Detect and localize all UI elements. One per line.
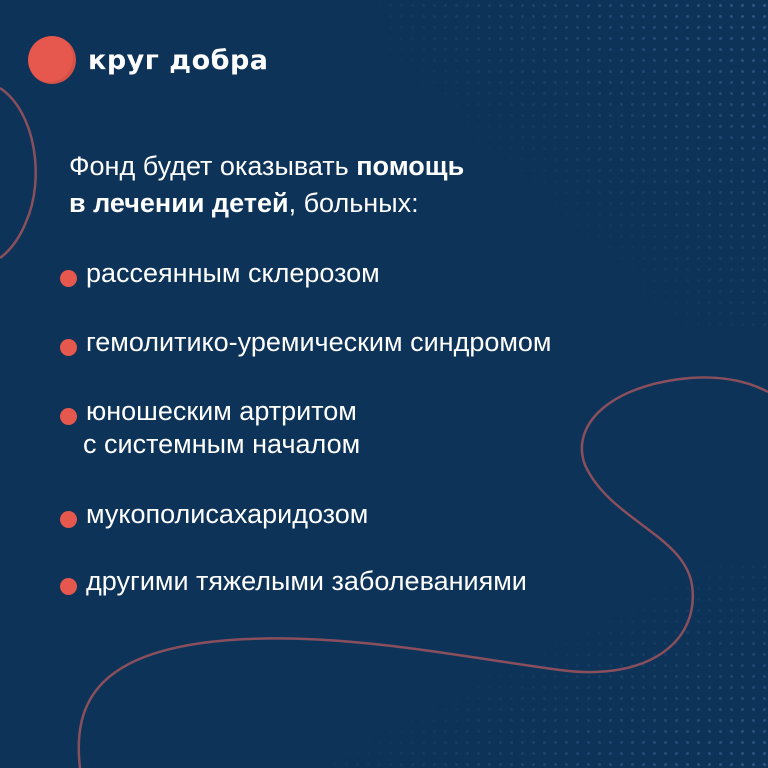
list-item-text: [83, 395, 361, 461]
list-item: [60, 395, 360, 461]
list-item-text: рассеянным склерозом: [86, 258, 380, 288]
bullet-dot-icon: [60, 270, 77, 287]
list-item-line-1: юношеским артритом: [86, 396, 357, 426]
list-item: [60, 257, 380, 290]
bullet-dot-icon: [60, 511, 77, 528]
list-item-text: мукополисахаридозом: [86, 499, 369, 529]
list-item: [60, 498, 368, 531]
logo-circle-icon: [28, 36, 76, 84]
heading-bold-2: в лечении детей: [69, 188, 289, 218]
heading-text-2: , больных:: [288, 188, 419, 218]
list-item: [60, 326, 552, 359]
list-item-text: другими тяжелыми заболеваниями: [86, 566, 527, 596]
list-item: [60, 565, 527, 598]
bullet-dot-icon: [60, 339, 77, 356]
list-item-text: гемолитико-уремическим синдромом: [86, 327, 552, 357]
brand-name: круг добра: [88, 44, 269, 76]
heading: [69, 148, 709, 222]
brand-logo: [28, 36, 269, 84]
bullet-dot-icon: [60, 578, 77, 595]
list-item-line-2: с системным началом: [83, 429, 361, 459]
heading-bold-1: помощь: [356, 151, 465, 181]
bullet-dot-icon: [60, 408, 77, 425]
decorative-curve-left: [0, 88, 36, 258]
heading-text-1: Фонд будет оказывать: [69, 151, 357, 181]
